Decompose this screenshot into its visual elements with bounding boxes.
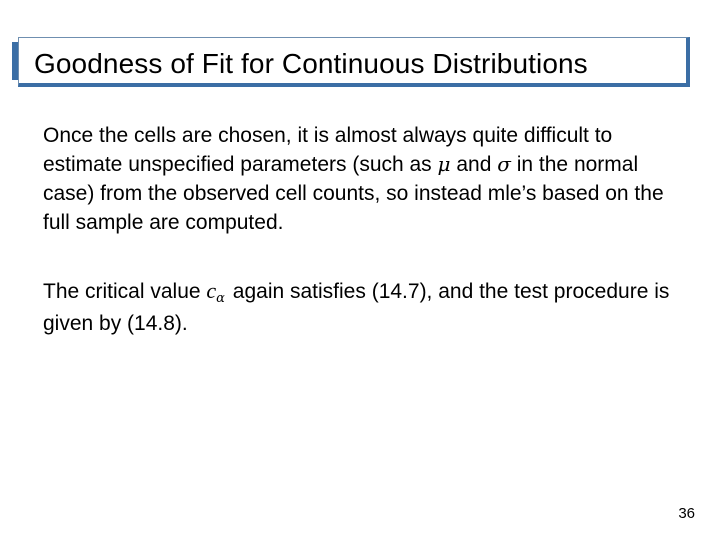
body-paragraph-2: [43, 276, 693, 338]
mu-symbol: μ: [437, 152, 451, 176]
body-paragraph-1: [43, 121, 693, 237]
paragraph-1-text-c: in the normal case) from the observed cell counts, so instead mle’s based on the full sample are computed.: [43, 153, 664, 234]
sigma-symbol: σ: [497, 152, 511, 176]
alpha-subscript: α: [216, 291, 225, 306]
paragraph-1-text-a: Once the cells are chosen, it is almost always quite difficult to estimate unspecified parameters (such as: [43, 124, 613, 176]
slide-title: Goodness of Fit for Continuous Distributions: [34, 48, 588, 79]
critical-value-symbol: c: [206, 278, 217, 303]
paragraph-2-text-a: The critical value: [43, 280, 207, 303]
page-number: 36: [678, 505, 695, 522]
paragraph-1-text-b: and: [450, 153, 498, 176]
paragraph-2-text-b: again satisfies (14.7), and the test procedure is given by (14.8).: [43, 280, 670, 335]
